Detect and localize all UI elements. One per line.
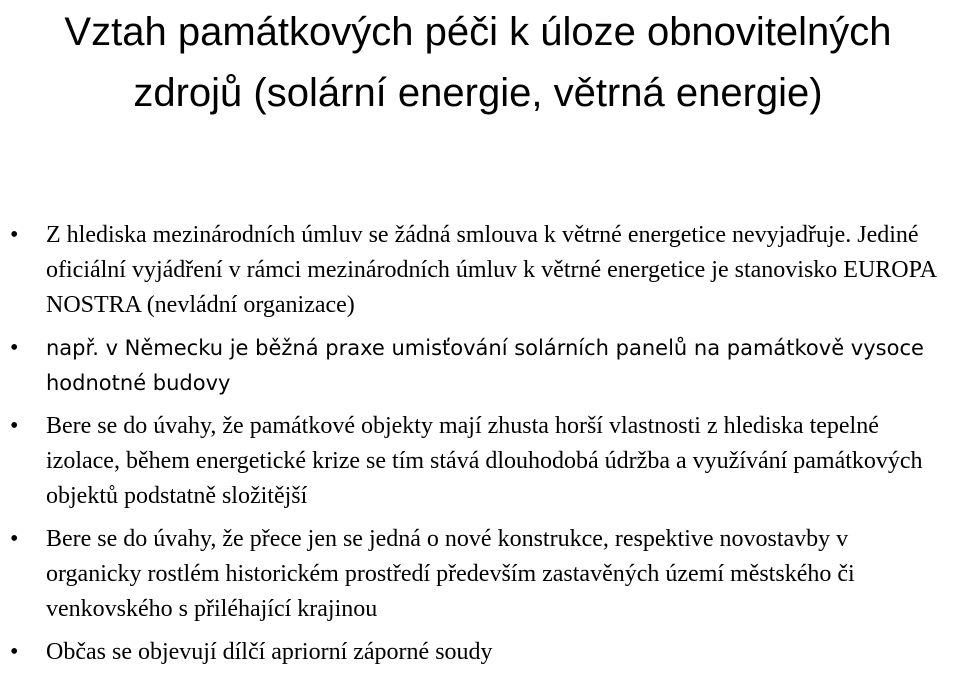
bullet-item [0,331,946,401]
bullet-item [0,409,946,514]
bullet-item [0,522,946,627]
bullet-item [0,635,946,670]
bullet-item [0,218,946,323]
bullet-icon: • [10,526,19,552]
bullet-text: Bere se do úvahy, že památkové objekty mají zhusta horší vlastnosti z hlediska tepelné izolace, během energetické krize se tím stává dlouhodobá údržba a využívání památkových objektů podstatně složitější [46,413,923,509]
bullet-icon: • [10,639,19,665]
bullet-text: Občas se objevují dílčí apriorní záporné soudy [46,639,493,665]
bullet-text: Bere se do úvahy, že přece jen se jedná o nové konstrukce, respektive novostavby v organicky rostlém historickém prostředí především zastavěných území městského či venkovského s přiléhající krajinou [46,526,855,622]
bullet-list [0,218,946,675]
bullet-icon: • [10,335,19,361]
bullet-text: např. v Německu je běžná praxe umisťování solárních panelů na památkově vysoce hodnotné budovy [46,336,924,395]
slide-title: Vztah památkových péči k úloze obnovitelných zdrojů (solární energie, větrná energie) [64,10,892,115]
bullet-text: Z hlediska mezinárodních úmluv se žádná smlouva k větrné energetice nevyjadřuje. Jediné oficiální vyjádření v rámci mezinárodních úmluv k větrné energetice je stanovisko EUROPA NOSTRA (nevládní organizace) [46,222,936,318]
bullet-icon: • [10,413,19,439]
bullet-icon: • [10,222,19,248]
